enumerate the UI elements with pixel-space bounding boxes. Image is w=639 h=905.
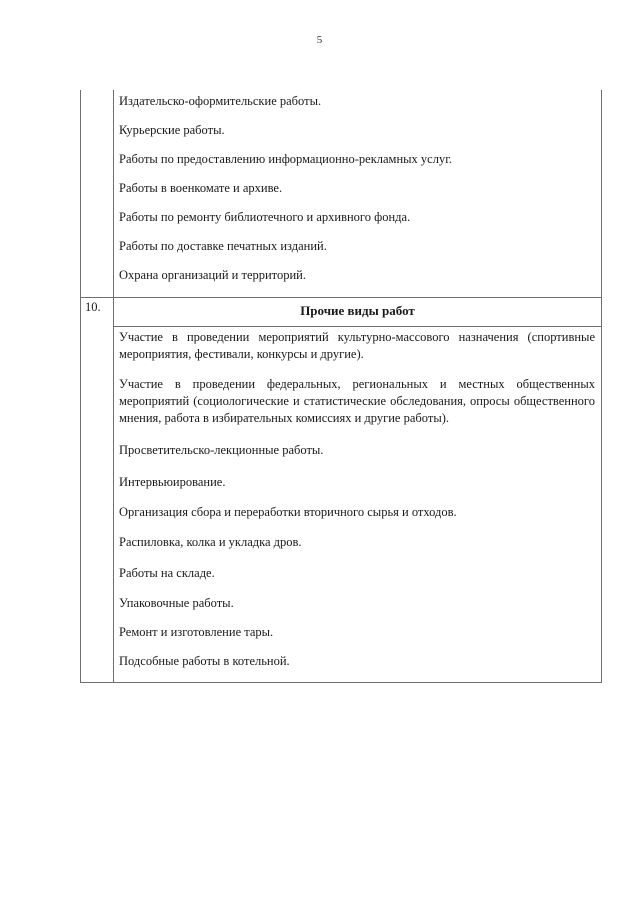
list-item: Работы по ремонту библиотечного и архивного фонда. bbox=[119, 210, 411, 224]
list-item: Работы в военкомате и архиве. bbox=[119, 181, 283, 195]
section-header-divider bbox=[113, 326, 602, 327]
list-item: Ремонт и изготовление тары. bbox=[119, 625, 274, 639]
page-number: 5 bbox=[316, 34, 323, 46]
list-item: Упаковочные работы. bbox=[119, 596, 234, 610]
list-item: Интервьюирование. bbox=[119, 475, 226, 489]
list-item: Организация сбора и переработки вторичного сырья и отходов. bbox=[119, 505, 457, 519]
table-border-left bbox=[80, 90, 81, 683]
section-divider bbox=[80, 297, 602, 298]
list-item: Участие в проведении федеральных, региональных и местных общественных мероприятий (социологические и статистические обследования, опросы общественного мнения, работа в избирательных комиссиях и другие работы). bbox=[119, 377, 595, 425]
section-title: Прочие виды работ bbox=[300, 303, 415, 318]
list-item: Подсобные работы в котельной. bbox=[119, 654, 290, 668]
list-item: Просветительско-лекционные работы. bbox=[119, 443, 324, 457]
section-number: 10. bbox=[85, 300, 101, 314]
table-column-divider bbox=[113, 90, 114, 683]
table-border-right bbox=[601, 90, 602, 683]
list-item: Работы на складе. bbox=[119, 566, 215, 580]
list-item: Издательско-оформительские работы. bbox=[119, 94, 322, 108]
table-border-bottom bbox=[80, 682, 602, 683]
list-item: Распиловка, колка и укладка дров. bbox=[119, 535, 302, 549]
list-item: Курьерские работы. bbox=[119, 123, 225, 137]
list-item: Работы по предоставлению информационно-рекламных услуг. bbox=[119, 152, 453, 166]
list-item: Участие в проведении мероприятий культурно-массового назначения (спортивные мероприятия, фестивали, конкурсы и другие). bbox=[119, 330, 595, 361]
list-item: Охрана организаций и территорий. bbox=[119, 268, 306, 282]
list-item: Работы по доставке печатных изданий. bbox=[119, 239, 327, 253]
work-types-table bbox=[80, 90, 602, 683]
